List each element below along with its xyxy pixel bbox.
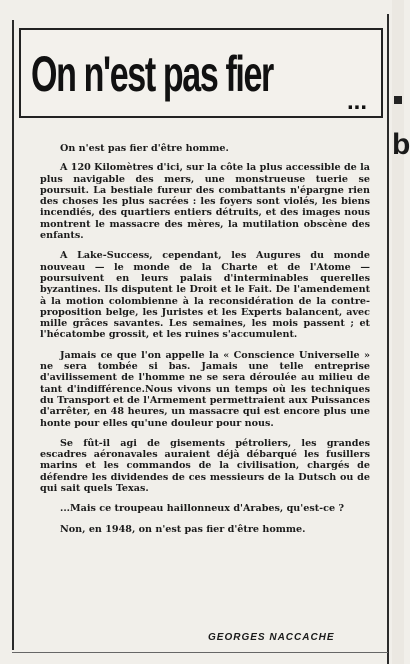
adjacent-column-fragment: [392, 0, 410, 664]
column-separator: [387, 14, 389, 664]
adjacent-fragment-mark: [394, 96, 402, 104]
author-byline: GEORGES NACCACHE: [208, 632, 335, 643]
headline-box: [19, 28, 383, 118]
headline: On n'est pas fier: [31, 46, 273, 102]
left-column-rule: [12, 20, 14, 650]
bottom-rule: [12, 652, 388, 653]
article-paragraph: On n'est pas fier d'être homme.: [60, 143, 229, 154]
adjacent-fragment-glyph: b: [392, 128, 410, 161]
article-paragraph: Non, en 1948, on n'est pas fier d'être homme.: [60, 523, 306, 535]
article-paragraph: Jamais ce que l'on appelle la « Conscience Universelle » ne sera tombée si bas. Jamais une telle entreprise d'avilissement de l'homme ne se sera déroulée au milieu de tant d'indifférence.Nous vivons un temps où les techniques du Transport et de l'Armement permettraient aux Puissances d'arrêter, en 48 heures, un massacre qui est encore plus une honte pour elles qu'une douleur pour nous.: [40, 349, 370, 429]
article-body: [40, 143, 370, 539]
article-paragraph: ...Mais ce troupeau haillonneux d'Arabes, qu'est-ce ?: [60, 503, 345, 515]
article-paragraph: A 120 Kilomètres d'ici, sur la côte la plus accessible de la plus navigable des mers, une monstrueuse tuerie se poursuit. La bestiale fureur des combattants n'épargne rien des choses les plus sacrées : les foyers sont violés, les biens incendiés, des quartiers entiers détruits, et des images nous montrent le massacre des mères, la mutilation obscène des enfants.: [40, 162, 370, 242]
article-paragraph: Se fût-il agi de gisements pétroliers, les grandes escadres aéronavales auraient déjà débarqué les fusillers marins et les commandos de la civilisation, chargés de défendre les dividendes de ces messieurs de la Dutsch ou de qui sait quels Texas.: [40, 437, 370, 495]
headline-ellipsis: ...: [346, 88, 367, 115]
article-paragraph: A Lake-Success, cependant, les Augures du monde nouveau — le monde de la Charte et de l'Atome — poursuivent en leurs palais d'interminables querelles byzantines. Ils disputent le Droit et le Fait. De l'amendement à la motion colombienne à la reconsidération de la contre-proposition belge, les Juristes et les Experts balancent, avec mille grâces savantes. Les semaines, les mois passent ; et l'hécatombe grossit, et les ruines s'accumulent.: [40, 250, 370, 341]
